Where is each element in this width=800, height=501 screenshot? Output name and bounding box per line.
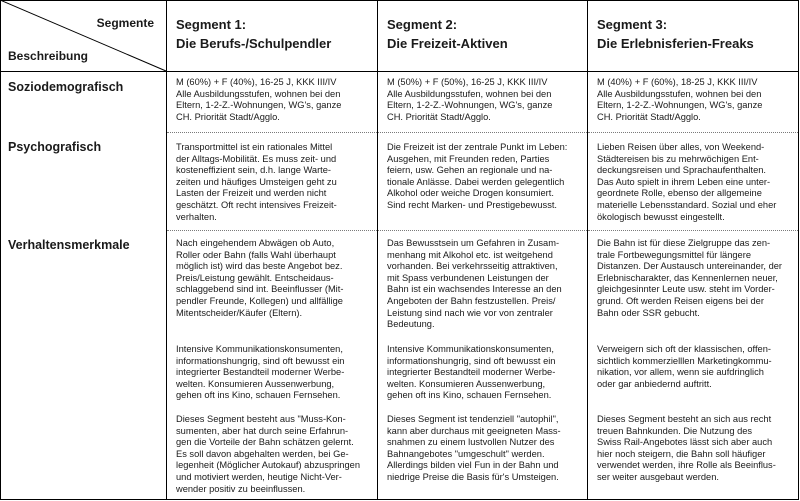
cell-text-line: Alle Ausbildungsstufen, wohnen bei den: [176, 88, 341, 99]
cell-text-line: Transportmittel ist ein rationales Mittel: [176, 142, 333, 152]
column-divider-1: [166, 0, 167, 500]
cell-text-line: feiern, usw. Gehen an regionale und na-: [387, 165, 553, 176]
cell-text-line: Distanzen. Der Austausch untereinander, der: [597, 261, 783, 272]
cell-text-line: Mitentscheider/Käufer (Eltern).: [176, 307, 303, 318]
cell-kommunikation-segment-1: [176, 344, 376, 402]
segment-3-name: Die Erlebnisferien-Freaks: [597, 36, 754, 51]
cell-ziel-segment-1: [176, 414, 376, 495]
cell-text-line: Intensive Kommunikationskonsumenten,: [387, 344, 554, 354]
cell-text-line: Städtereisen bis zu mehrwöchigen Ent-: [597, 153, 759, 164]
cell-text-line: deckungsreisen und Sprachaufenthalten.: [597, 165, 767, 176]
cell-text-line: gleichgesinnter Leute usw. steht im Vorder-: [597, 284, 775, 295]
row-label-soziodemografisch: Soziodemografisch: [8, 80, 124, 94]
cell-text-line: trale Fortbewegungsmittel für längere: [597, 249, 751, 260]
cell-text-line: tionale Anlässe. Dabei werden gelegentlich: [387, 176, 565, 187]
cell-ziel-segment-2: [387, 414, 587, 484]
segment-1-header: [176, 15, 331, 53]
cell-text-line: welten. Konsumieren Aussenwerbung,: [387, 378, 546, 389]
cell-text-line: ser weiter ausgebaut werden.: [597, 471, 719, 482]
cell-text-line: schlaggebend sind int. Beeinflusser (Mit-: [176, 284, 344, 295]
cell-text-line: integrierter Bestandteil moderner Werbe-: [387, 367, 556, 378]
row-separator: [588, 230, 798, 231]
cell-text-line: gehen oft ins Kino, schauen Fernsehen.: [387, 390, 552, 401]
table-border-left: [0, 0, 1, 500]
cell-text-line: integrierter Bestandteil moderner Werbe-: [176, 367, 345, 378]
cell-text-line: Preis/Leistung gewählt. Entscheidaus-: [176, 272, 334, 283]
segment-3-number: Segment 3:: [597, 17, 668, 32]
cell-text-line: Alle Ausbildungsstufen, wohnen bei den: [387, 88, 552, 99]
row-separator: [378, 132, 587, 133]
cell-text-line: Eltern, 1-2-Z.-Wohnungen, WG's, ganze: [176, 100, 342, 111]
cell-text-line: verhalten.: [176, 211, 217, 222]
row-separator: [378, 230, 587, 231]
cell-text-line: hier noch steigern, die Bahn soll häufiger: [597, 448, 766, 459]
cell-text-line: und motiviert werden, heutige Nicht-Ver-: [176, 471, 342, 482]
cell-text-line: zeiten und häufiges Umsteigen geht zu: [176, 176, 337, 187]
cell-text-line: Erlebnischarakter, das Kennenlernen neuer,: [597, 272, 778, 283]
row-separator: [588, 132, 798, 133]
cell-text-line: Nach eingehendem Abwägen ob Auto,: [176, 238, 335, 248]
cell-text-line: legenheit (Möglicher Autokauf) abzuspringen: [176, 460, 360, 471]
cell-text-line: Intensive Kommunikationskonsumenten,: [176, 344, 343, 354]
cell-text-line: CH. Priorität Stadt/Agglo.: [387, 111, 491, 122]
cell-text-line: der Alltags-Mobilität. Es muss zeit- und: [176, 153, 337, 164]
cell-text-line: nikation, vor allem, wenn sie aufdringlich: [597, 367, 764, 378]
cell-text-line: M (40%) + F (60%), 18-25 J, KKK III/IV: [597, 77, 758, 87]
cell-text-line: Das Auto spielt in ihrem Leben eine unter-: [597, 176, 771, 187]
cell-text-line: Angeboten der Bahn festzustellen. Preis/: [387, 295, 556, 306]
cell-verhalten-segment-2: [387, 238, 587, 331]
segment-2-number: Segment 2:: [387, 17, 458, 32]
cell-text-line: mit Spass verbundenen Leistungen der: [387, 272, 549, 283]
cell-text-line: Swiss Rail-Angebotes lässt sich aber auch: [597, 437, 773, 448]
cell-text-line: informationshungrig, sind oft bewusst ein: [176, 355, 345, 366]
cell-text-line: Es soll davon abgehalten werden, bei Ge-: [176, 448, 349, 459]
cell-text-line: Ausgehen, mit Freunden reden, Parties: [387, 153, 550, 164]
cell-text-line: sumenten, aber hat durch seine Erfahrun-: [176, 425, 349, 436]
cell-text-line: treuen Bahnkunden. Die Nutzung des: [597, 425, 753, 436]
cell-text-line: Dieses Segment besteht an sich aus recht: [597, 414, 772, 424]
cell-text-line: verwendet werden, ihre Rolle als Beeinflus-: [597, 460, 776, 471]
cell-text-line: menhang mit Alkohol etc. ist weitgehend: [387, 249, 553, 260]
corner-label-beschreibung: Beschreibung: [8, 49, 89, 63]
cell-kommunikation-segment-2: [387, 344, 587, 402]
segment-1-number: Segment 1:: [176, 17, 247, 32]
cell-text-line: Dieses Segment ist tendenziell "autophil",: [387, 414, 559, 424]
cell-psycho-segment-2: [387, 142, 587, 212]
cell-text-line: Das Bewusstsein um Gefahren in Zusam-: [387, 238, 560, 248]
segment-3-header: [597, 15, 754, 53]
cell-psycho-segment-3: [597, 142, 797, 223]
cell-sozio-segment-3: [597, 77, 797, 123]
cell-text-line: snahmen zu einem lustvollen Nutzer des: [387, 437, 555, 448]
cell-text-line: gen die Vorteile der Bahn schätzen gelernt.: [176, 437, 354, 448]
cell-text-line: pendler Freunde, Kollegen) und allfällige: [176, 295, 343, 306]
cell-text-line: geordnete Rolle, ebenso der allgemeine: [597, 188, 762, 199]
cell-text-line: CH. Priorität Stadt/Agglo.: [597, 111, 701, 122]
cell-text-line: M (50%) + F (50%), 16-25 J, KKK III/IV: [387, 77, 548, 87]
cell-text-line: CH. Priorität Stadt/Agglo.: [176, 111, 280, 122]
cell-text-line: Alkohol oder weiche Drogen konsumiert.: [387, 188, 554, 199]
cell-text-line: wender positiv zu beeinflussen.: [176, 483, 306, 494]
cell-text-line: Sind recht Marken- und Prestigebewusst.: [387, 199, 558, 210]
row-separator: [167, 230, 377, 231]
cell-text-line: Allerdings bilden viel Fun in der Bahn und: [387, 460, 559, 471]
row-separator: [167, 132, 377, 133]
cell-text-line: sichtlich kommerzielllen Marketingkommu-: [597, 355, 772, 366]
cell-text-line: materielle Lebensstandard. Sozial und eher: [597, 199, 777, 210]
table-border-bottom: [0, 499, 799, 500]
cell-text-line: niedrige Preise die Basis für's Umsteigen.: [387, 471, 559, 482]
table-border-right: [798, 0, 799, 500]
row-label-verhaltensmerkmale: Verhaltensmerkmale: [8, 238, 130, 252]
cell-text-line: Leistung sind nach wie vor von zentraler: [387, 307, 553, 318]
cell-text-line: Bedeutung.: [387, 319, 435, 330]
row-label-psychografisch: Psychografisch: [8, 140, 102, 154]
cell-text-line: Alle Ausbildungsstufen, wohnen bei den: [597, 88, 762, 99]
cell-text-line: vorhanden. Bei verkehrsseitig attraktiven,: [387, 261, 558, 272]
column-divider-3: [587, 0, 588, 500]
cell-text-line: Verweigern sich oft der klassischen, offen-: [597, 344, 771, 354]
corner-label-segmente: Segmente: [96, 16, 154, 30]
cell-verhalten-segment-3: [597, 238, 797, 319]
cell-psycho-segment-1: [176, 142, 376, 223]
cell-text-line: Eltern, 1-2-Z.-Wohnungen, WG's, ganze: [387, 100, 553, 111]
cell-sozio-segment-1: [176, 77, 376, 123]
cell-text-line: geschätzt. Oft recht intensives Freizeit-: [176, 199, 337, 210]
cell-kommunikation-segment-3: [597, 344, 797, 390]
segment-2-header: [387, 15, 508, 53]
cell-text-line: grund. Oft werden Reisen eigens bei der: [597, 295, 764, 306]
cell-text-line: Lieben Reisen über alles, von Weekend-: [597, 142, 765, 152]
cell-text-line: Bahn oder SSR gebucht.: [597, 307, 700, 318]
cell-text-line: informationshungrig, sind oft bewusst ein: [387, 355, 556, 366]
segment-2-name: Die Freizeit-Aktiven: [387, 36, 508, 51]
cell-text-line: M (60%) + F (40%), 16-25 J, KKK III/IV: [176, 77, 337, 87]
cell-text-line: oder gar anbiedernd auftritt.: [597, 378, 712, 389]
cell-text-line: kosteneffizient sein, d.h. lange Warte-: [176, 165, 332, 176]
cell-text-line: Roller oder Bahn (falls Wahl überhaupt: [176, 249, 336, 260]
cell-ziel-segment-3: [597, 414, 797, 484]
cell-text-line: möglich ist) wird das beste Angebot bez.: [176, 261, 343, 272]
cell-text-line: Die Bahn ist für diese Zielgruppe das zen-: [597, 238, 771, 248]
cell-text-line: Lasten der Freizeit und werden nicht: [176, 188, 327, 199]
cell-text-line: Eltern, 1-2-Z.-Wohnungen, WG's, ganze: [597, 100, 763, 111]
cell-text-line: kann aber durchaus mit geeigneten Mass-: [387, 425, 561, 436]
cell-text-line: gehen oft ins Kino, schauen Fernsehen.: [176, 390, 341, 401]
cell-verhalten-segment-1: [176, 238, 376, 319]
cell-text-line: Bahnangebotes "umgeschult" werden.: [387, 448, 545, 459]
cell-text-line: Dieses Segment besteht aus "Muss-Kon-: [176, 414, 346, 424]
cell-sozio-segment-2: [387, 77, 587, 123]
cell-text-line: ökologisch bewusst eingestellt.: [597, 211, 725, 222]
cell-text-line: Die Freizeit ist der zentrale Punkt im Leben:: [387, 142, 568, 152]
segment-1-name: Die Berufs-/Schulpendler: [176, 36, 332, 51]
cell-text-line: welten. Konsumieren Aussenwerbung,: [176, 378, 335, 389]
column-divider-2: [377, 0, 378, 500]
cell-text-line: Bahn ist ein wachsendes Interesse an den: [387, 284, 562, 295]
